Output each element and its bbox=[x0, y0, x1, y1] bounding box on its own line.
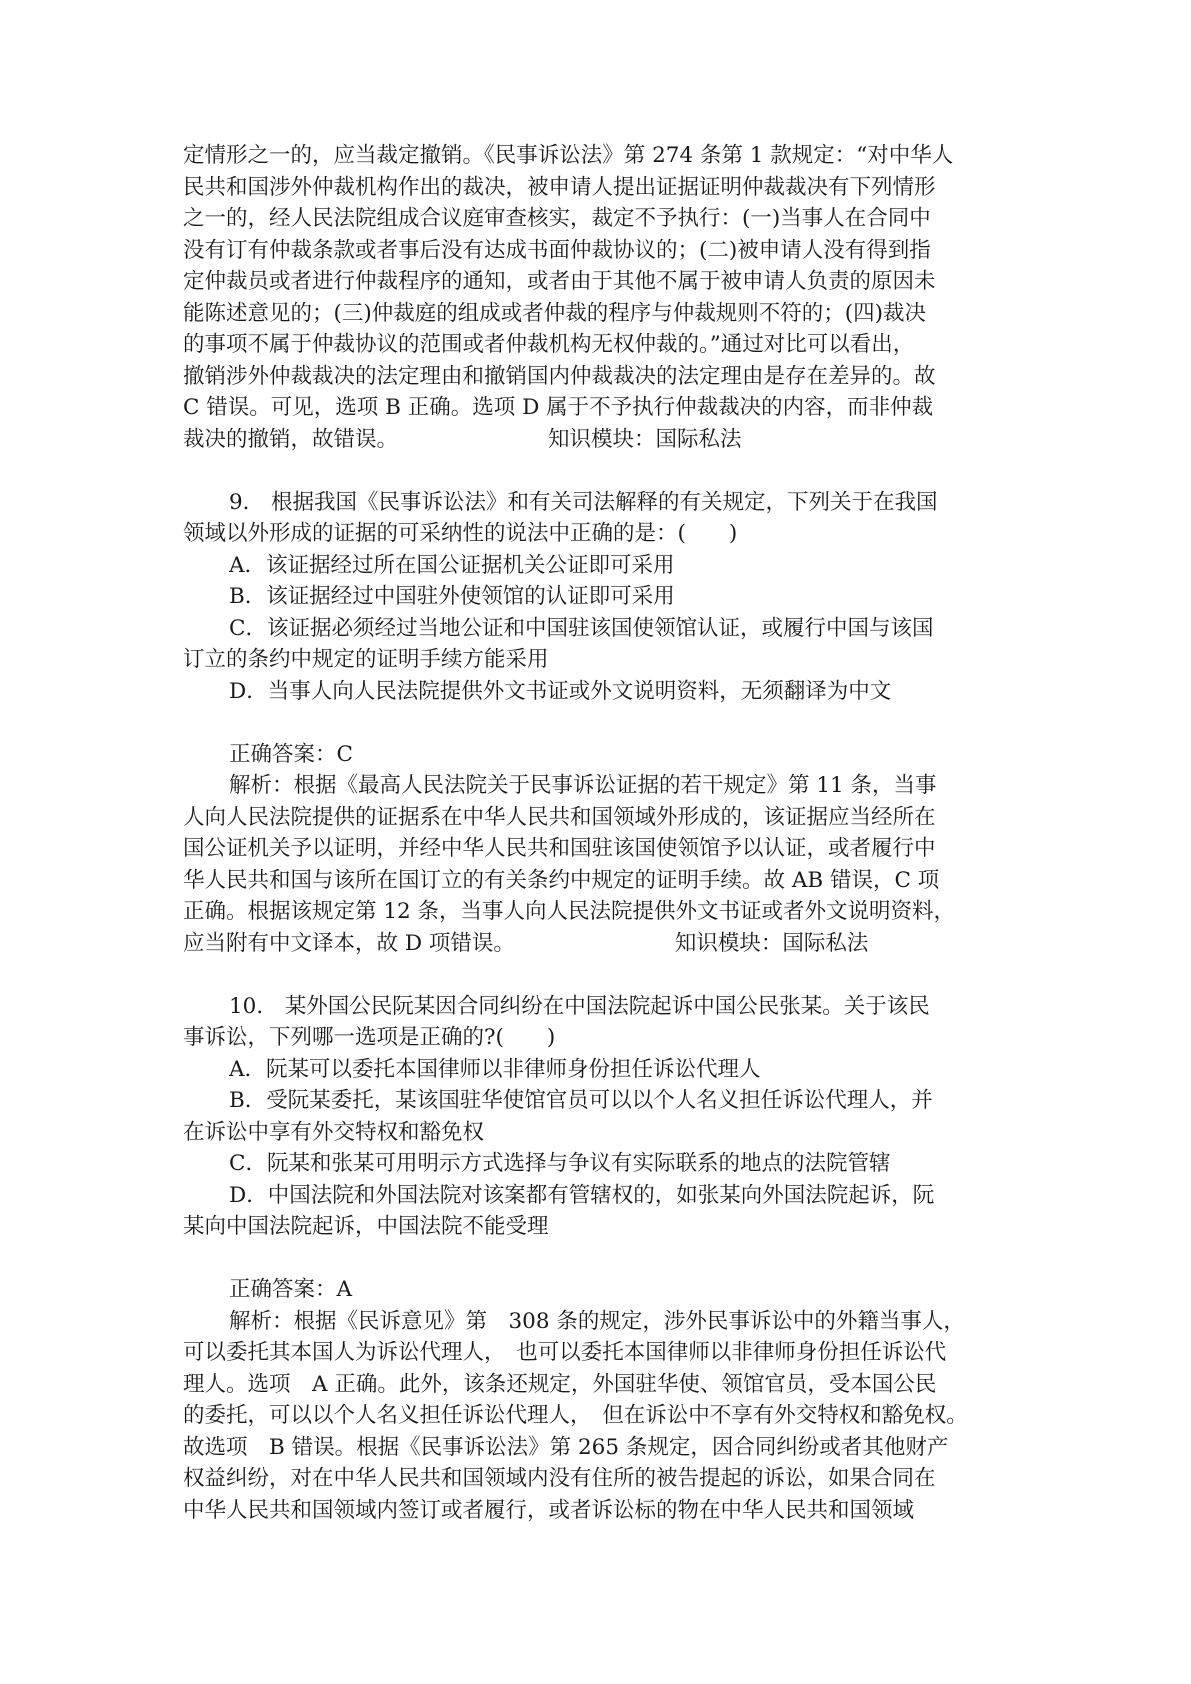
analysis-line: 故选项 B 错误。根据《民事诉讼法》第 265 条规定，因合同纠纷或者其他财产 bbox=[183, 1434, 949, 1460]
analysis-line: 正确。根据该规定第 12 条，当事人向人民法院提供外文书证或者外文说明资料， bbox=[183, 899, 956, 924]
analysis-line: 权益纠纷，对在中华人民共和国领域内没有住所的被告提起的诉讼，如果合同在 bbox=[183, 1466, 936, 1491]
option-b: B．该证据经过中国驻外使领馆的认证即可采用 bbox=[229, 584, 675, 609]
option-a: A．阮某可以委托本国律师以非律师身份担任诉讼代理人 bbox=[229, 1056, 761, 1082]
text-line: 撤销涉外仲裁裁决的法定理由和撤销国内仲裁裁决的法定理由是存在差异的。故 bbox=[183, 363, 936, 389]
knowledge-module: 知识模块：国际私法 bbox=[548, 426, 742, 452]
text-line: 之一的，经人民法院组成合议庭审查核实，裁定不予执行：(一)当事人在合同中 bbox=[183, 206, 931, 231]
text-line: 能陈述意见的；(三)仲裁庭的组成或者仲裁的程序与仲裁规则不符的；(四)裁决 bbox=[183, 300, 927, 326]
option-b: B．受阮某委托，某该国驻华使馆官员可以以个人名义担任诉讼代理人，并 bbox=[229, 1088, 933, 1113]
text-line: 定情形之一的，应当裁定撤销。《民事诉讼法》第 274 条第 1 款规定：“对中华人 bbox=[183, 143, 954, 168]
option-c-cont: 订立的条约中规定的证明手续方能采用 bbox=[183, 647, 549, 672]
analysis-line bbox=[183, 928, 1015, 960]
question-stem: 9． 根据我国《民事诉讼法》和有关司法解释的有关规定，下列关于在我国 bbox=[229, 489, 938, 515]
question-9 bbox=[183, 487, 1015, 960]
correct-answer: 正确答案：A bbox=[229, 1277, 353, 1302]
analysis-line: 的委托，可以以个人名义担任诉讼代理人， 但在诉讼中不享有外交特权和豁免权。 bbox=[183, 1403, 968, 1428]
analysis-line: 解析：根据《民诉意见》第 308 条的规定，涉外民事诉讼中的外籍当事人， bbox=[229, 1308, 965, 1334]
correct-answer: 正确答案：C bbox=[229, 741, 353, 767]
knowledge-module: 知识模块：国际私法 bbox=[674, 930, 869, 956]
question-10 bbox=[183, 991, 1015, 1527]
option-c: C．该证据必须经过当地公证和中国驻该国使领馆认证，或履行中国与该国 bbox=[229, 615, 934, 641]
analysis-line: 可以委托其本国人为诉讼代理人， 也可以委托本国律师以非律师身份担任诉讼代 bbox=[183, 1340, 947, 1365]
analysis-line: 中华人民共和国领域内签订或者履行，或者诉讼标的物在中华人民共和国领域 bbox=[183, 1497, 915, 1523]
text-line: 的事项不属于仲裁协议的范围或者仲裁机构无权仲裁的。”通过对比可以看出， bbox=[183, 332, 915, 357]
document-page bbox=[183, 140, 1015, 1526]
option-d-cont: 某向中国法院起诉，中国法院不能受理 bbox=[183, 1214, 549, 1239]
option-d: D．中国法院和外国法院对该案都有管辖权的，如张某向外国法院起诉，阮 bbox=[229, 1182, 935, 1208]
option-b-cont: 在诉讼中享有外交特权和豁免权 bbox=[183, 1119, 485, 1145]
text-line: 民共和国涉外仲裁机构作出的裁决，被申请人提出证据证明仲裁裁决有下列情形 bbox=[183, 174, 936, 200]
question-stem: 领域以外形成的证据的可采纳性的说法中正确的是：( ) bbox=[183, 521, 738, 546]
option-a: A．该证据经过所在国公证据机关公证即可采用 bbox=[229, 552, 675, 578]
analysis-line-end: 应当附有中文译本，故 D 项错误。 bbox=[183, 930, 515, 956]
prev-analysis-block bbox=[183, 140, 1015, 455]
analysis-line: 解析：根据《最高人民法院关于民事诉讼证据的若干规定》第 11 条，当事 bbox=[229, 773, 937, 798]
text-line-end: 裁决的撤销，故错误。 bbox=[183, 426, 399, 452]
option-c: C．阮某和张某可用明示方式选择与争议有实际联系的地点的法院管辖 bbox=[229, 1151, 891, 1176]
text-line bbox=[183, 424, 1015, 456]
text-line: C 错误。可见，选项 B 正确。选项 D 属于不予执行仲裁裁决的内容，而非仲裁 bbox=[183, 395, 934, 420]
analysis-line: 理人。选项 A 正确。此外，该条还规定，外国驻华使、领馆官员，受本国公民 bbox=[183, 1371, 937, 1397]
text-line: 定仲裁员或者进行仲裁程序的通知，或者由于其他不属于被申请人负责的原因未 bbox=[183, 269, 936, 294]
option-d: D．当事人向人民法院提供外文书证或外文说明资料，无须翻译为中文 bbox=[229, 678, 892, 704]
question-stem: 事诉讼，下列哪一选项是正确的?( ) bbox=[183, 1025, 556, 1050]
analysis-line: 人向人民法院提供的证据系在中华人民共和国领域外形成的，该证据应当经所在 bbox=[183, 804, 936, 830]
analysis-line: 华人民共和国与该所在国订立的有关条约中规定的证明手续。故 AB 错误，C 项 bbox=[183, 867, 940, 893]
question-stem: 10． 某外国公民阮某因合同纠纷在中国法院起诉中国公民张某。关于该民 bbox=[229, 993, 930, 1019]
analysis-line: 国公证机关予以证明，并经中华人民共和国驻该国使领馆予以认证，或者履行中 bbox=[183, 836, 936, 861]
text-line: 没有订有仲裁条款或者事后没有达成书面仲裁协议的；(二)被申请人没有得到指 bbox=[183, 237, 931, 263]
